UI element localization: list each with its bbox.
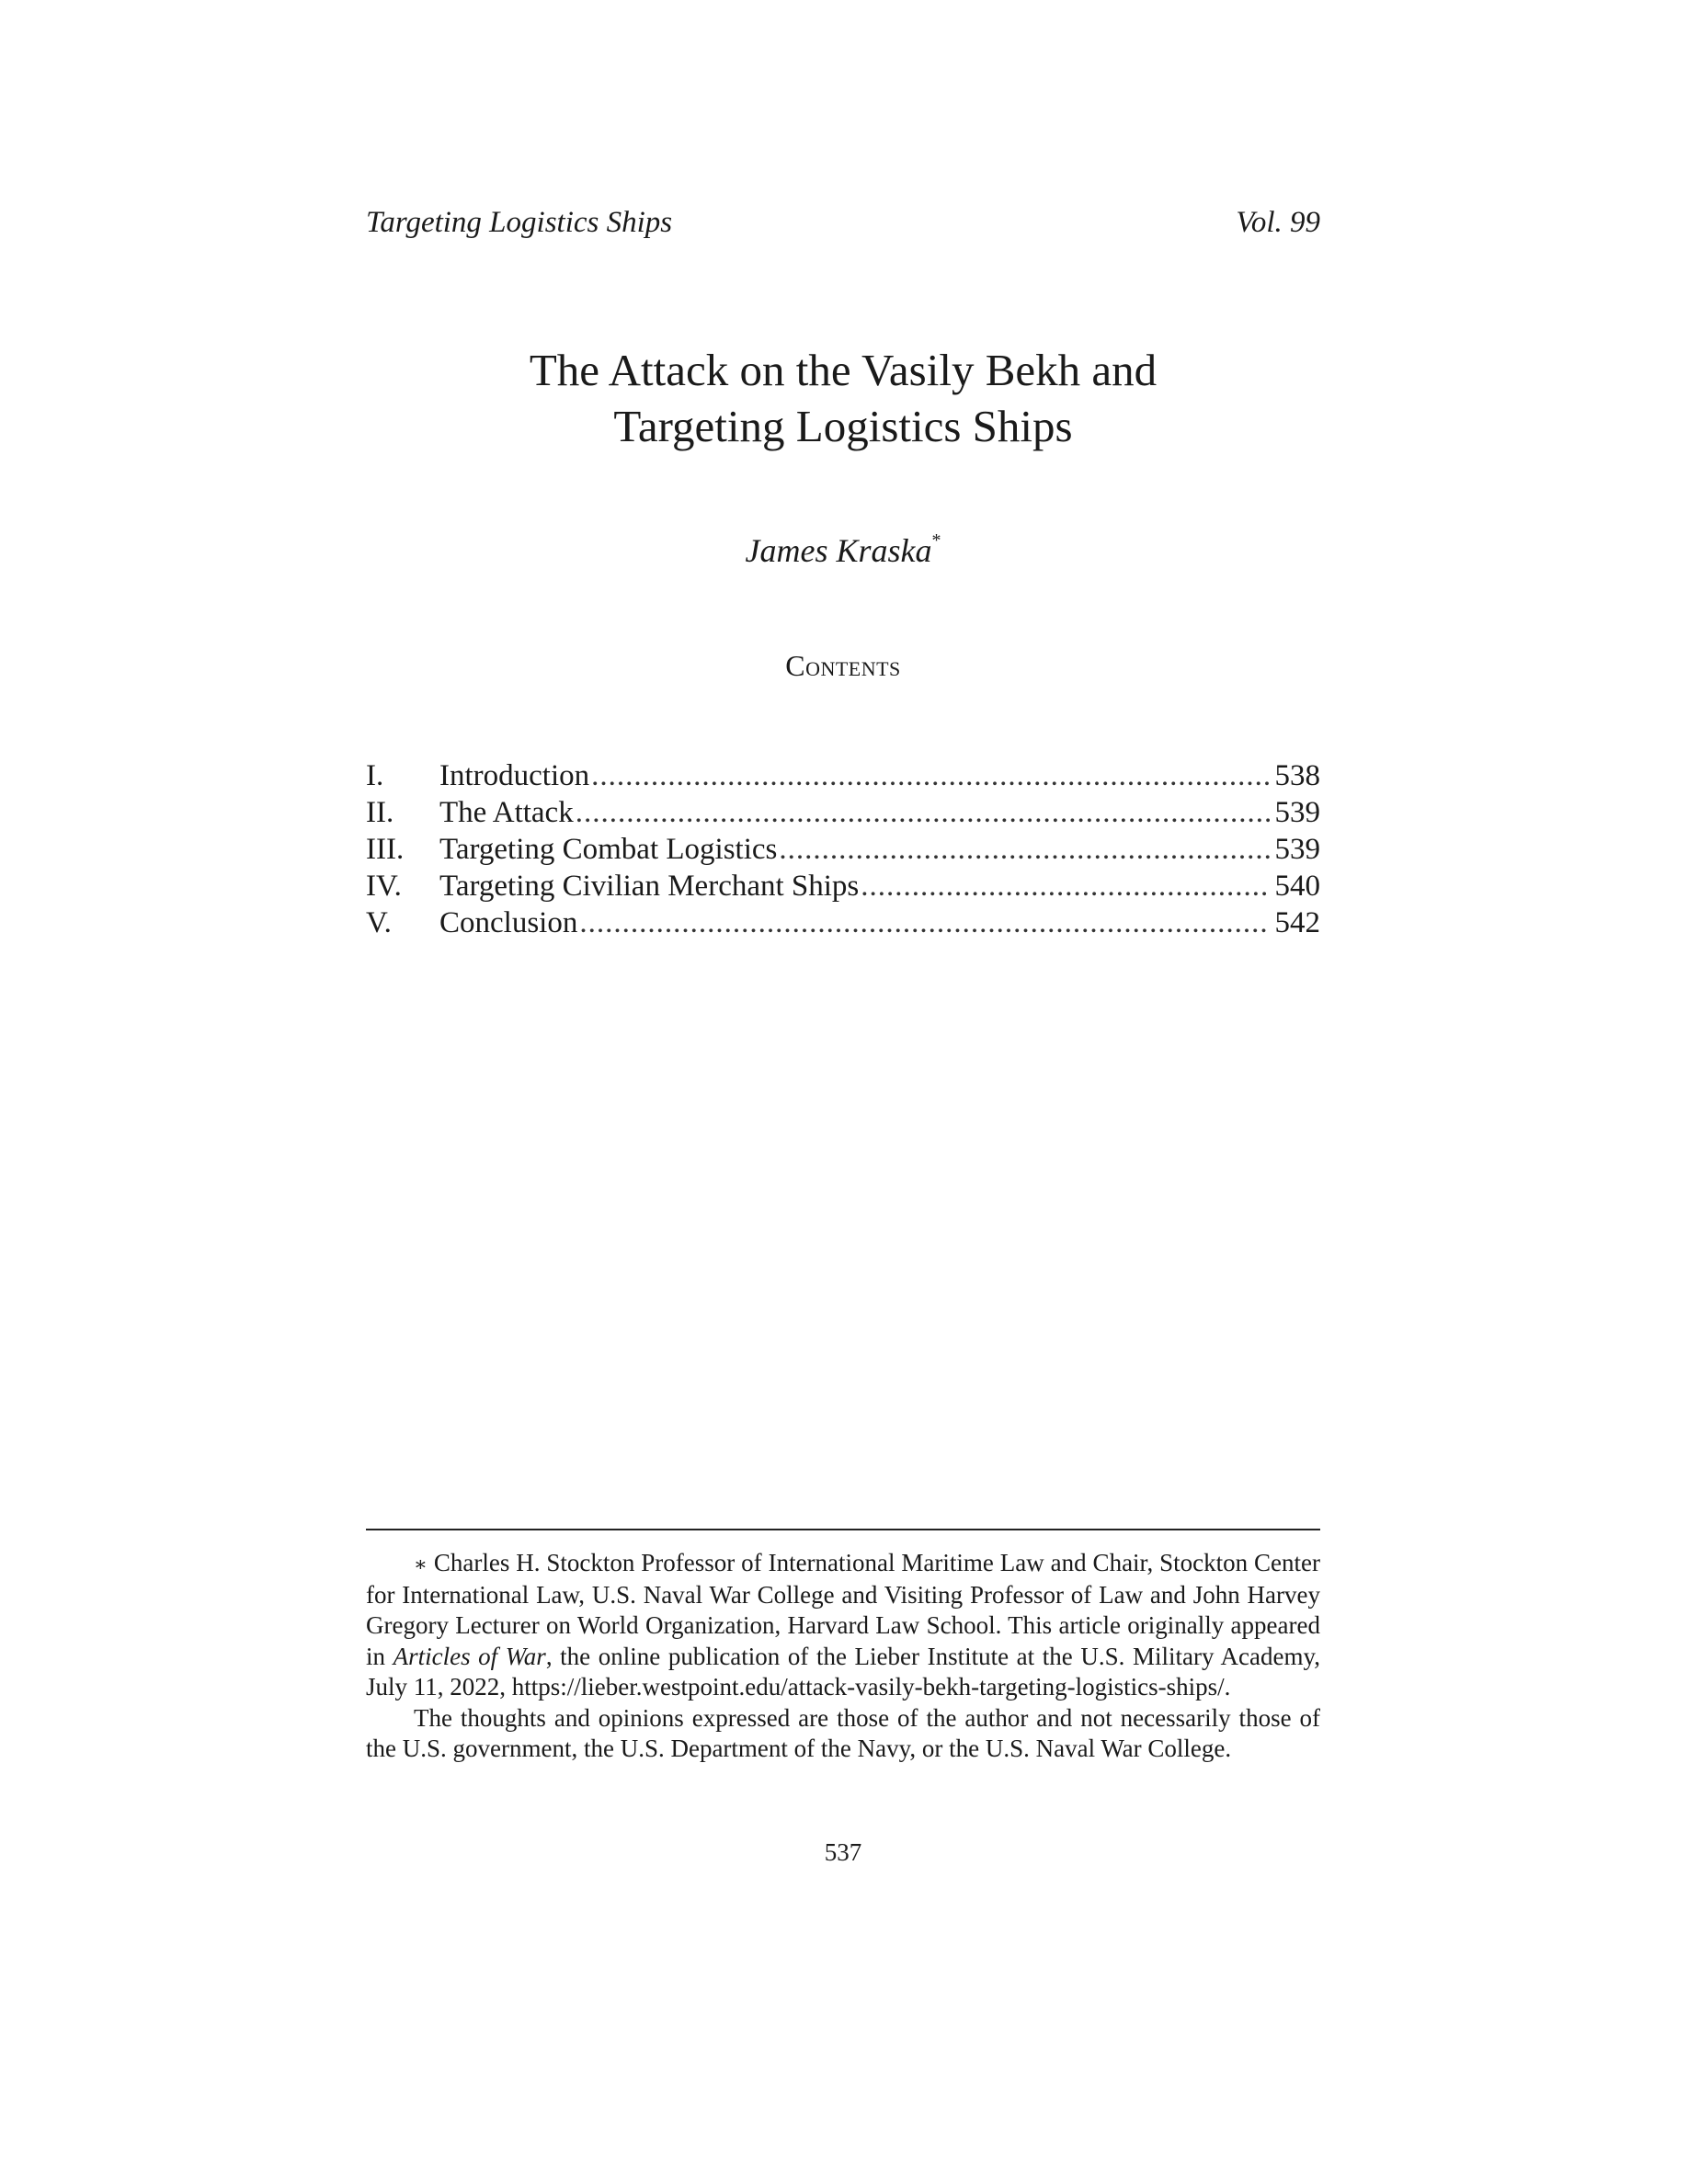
article-title-line-2: Targeting Logistics Ships — [613, 401, 1073, 451]
footnote — [366, 1548, 1320, 1765]
footnote-separator-rule — [366, 1529, 1320, 1530]
toc-item-label: Introduction — [439, 759, 590, 792]
toc-item-page: 539 — [1274, 833, 1320, 866]
author-byline — [366, 531, 1320, 570]
toc-item-number: IV. — [366, 870, 402, 903]
toc-item-entry — [439, 757, 1320, 794]
toc-item-number: I. — [366, 759, 384, 792]
toc-item-label: The Attack — [439, 796, 574, 829]
toc-item-entry — [439, 868, 1320, 904]
running-head — [366, 206, 1320, 246]
footnote-marker: ∗ — [414, 1553, 428, 1575]
footnote-text-1a: Charles H. Stockton Professor of International Maritime Law and Chair, Stockton Center for International Law, U.S. Naval War College and Visiting Professor of Law and John Harvey Gregory Lecturer on World Organization, Harvard Law School. This article originally appeared in — [366, 1549, 1320, 1670]
toc-item[interactable] — [366, 868, 1320, 904]
footnote-paragraph-1 — [366, 1548, 1320, 1703]
toc-item-label: Conclusion — [439, 906, 578, 939]
toc-item-entry — [439, 831, 1320, 868]
toc-leader-dots — [576, 794, 1270, 831]
toc-item-label: Targeting Civilian Merchant Ships — [439, 870, 860, 903]
toc-item-number: V. — [366, 906, 392, 939]
contents-heading: Contents — [785, 649, 901, 682]
toc-leader-dots — [579, 904, 1269, 941]
toc-leader-dots — [861, 868, 1269, 904]
toc-leader-dots — [779, 831, 1269, 868]
publication-name: Articles of War — [393, 1642, 546, 1670]
toc-item[interactable] — [366, 757, 1320, 794]
table-of-contents — [366, 757, 1320, 941]
article-title — [366, 342, 1320, 454]
author-footnote-marker[interactable]: * — [931, 530, 941, 551]
toc-leader-dots — [591, 757, 1269, 794]
article-title-line-1: The Attack on the Vasily Bekh and — [529, 345, 1158, 395]
toc-item-number: II. — [366, 796, 394, 829]
toc-item-page: 539 — [1274, 796, 1320, 829]
toc-item-entry — [439, 904, 1320, 941]
author-name: James Kraska — [745, 532, 932, 569]
running-head-title: Targeting Logistics Ships — [366, 206, 673, 239]
page-number: 537 — [824, 1838, 862, 1866]
toc-item-page: 540 — [1274, 870, 1320, 903]
toc-item[interactable] — [366, 794, 1320, 831]
toc-item-page: 542 — [1274, 906, 1320, 939]
toc-item-entry — [439, 794, 1320, 831]
footnote-paragraph-2: The thoughts and opinions expressed are those of the author and not necessarily those of the U.S. government, the U.S. Department of the Navy, or the U.S. Naval War College. — [366, 1703, 1320, 1762]
toc-item-page: 538 — [1274, 759, 1320, 792]
toc-item-label: Targeting Combat Logistics — [439, 833, 778, 866]
running-head-volume: Vol. 99 — [1236, 206, 1320, 239]
toc-item[interactable] — [366, 831, 1320, 868]
footnote-text-1b[interactable]: , the online publication of the Lieber Institute at the U.S. Military Academy, July 11, 2022, https://lieber.westpoint.edu/attack-vasily-bekh-targeting-logistics-ships/. — [366, 1642, 1320, 1701]
toc-item[interactable] — [366, 904, 1320, 941]
toc-item-number: III. — [366, 833, 405, 866]
